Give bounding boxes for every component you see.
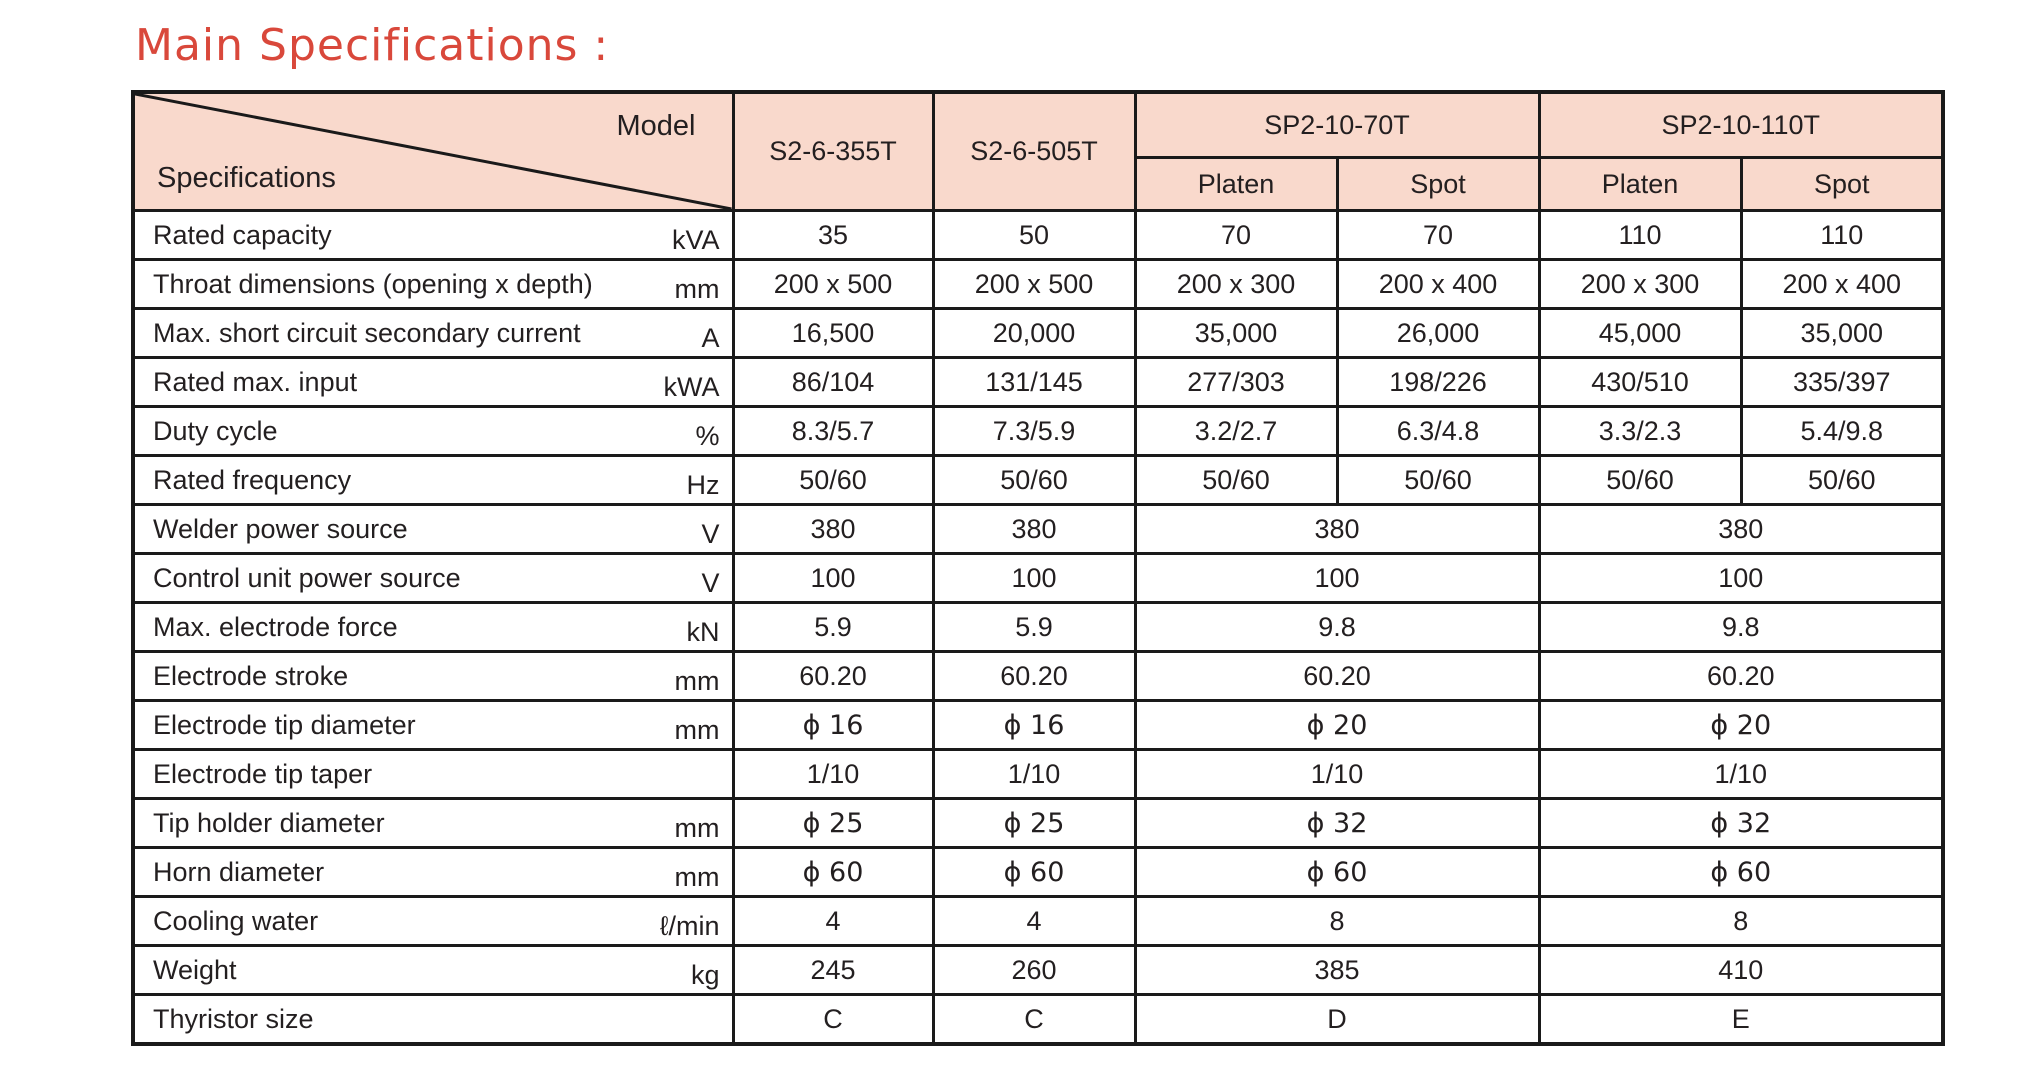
value-cell: 35,000 <box>1741 309 1943 358</box>
value-cell: 45,000 <box>1539 309 1741 358</box>
spec-name-cell <box>133 897 733 946</box>
value-cell: 380 <box>933 505 1135 554</box>
spec-name-cell <box>133 211 733 260</box>
value-cell: 380 <box>733 505 933 554</box>
spec-name: Electrode tip taper <box>153 758 373 789</box>
subheader-cell: Spot <box>1337 158 1539 211</box>
value-cell: 3.2/2.7 <box>1135 407 1337 456</box>
value-cell: 60.20 <box>733 652 933 701</box>
value-cell: 4 <box>933 897 1135 946</box>
specifications-table <box>131 90 1945 1046</box>
value-cell: 5.9 <box>733 603 933 652</box>
spec-name-cell <box>133 309 733 358</box>
value-cell: 100 <box>933 554 1135 603</box>
spec-name: Electrode tip diameter <box>153 709 416 740</box>
value-cell: 380 <box>1135 505 1539 554</box>
spec-name: Welder power source <box>153 513 408 544</box>
value-cell: 410 <box>1539 946 1943 995</box>
spec-unit: % <box>695 421 720 451</box>
spec-name: Cooling water <box>153 905 319 936</box>
value-cell: 50 <box>933 211 1135 260</box>
value-cell: 385 <box>1135 946 1539 995</box>
spec-unit: V <box>701 519 720 549</box>
value-cell: 50/60 <box>1741 456 1943 505</box>
table-row <box>133 505 1943 554</box>
spec-name-cell <box>133 407 733 456</box>
value-cell: 260 <box>933 946 1135 995</box>
value-cell: 1/10 <box>933 750 1135 799</box>
value-cell: ϕ 60 <box>733 848 933 897</box>
spec-name-cell <box>133 652 733 701</box>
value-cell: ϕ 60 <box>933 848 1135 897</box>
model-header: S2-6-505T <box>933 92 1135 211</box>
value-cell: 35 <box>733 211 933 260</box>
table-row <box>133 358 1943 407</box>
value-cell: 198/226 <box>1337 358 1539 407</box>
table-row <box>133 946 1943 995</box>
header-row <box>133 92 1943 158</box>
page-title: Main Specifications : <box>135 20 610 71</box>
table-row <box>133 652 1943 701</box>
spec-name: Rated max. input <box>153 366 358 397</box>
spec-name-cell <box>133 554 733 603</box>
spec-name-cell <box>133 603 733 652</box>
value-cell: 9.8 <box>1135 603 1539 652</box>
value-cell: 1/10 <box>1539 750 1943 799</box>
table-row <box>133 309 1943 358</box>
subheader-cell: Spot <box>1741 158 1943 211</box>
value-cell: 200 x 300 <box>1135 260 1337 309</box>
value-cell: 5.4/9.8 <box>1741 407 1943 456</box>
value-cell: 60.20 <box>933 652 1135 701</box>
spec-unit: kVA <box>671 225 720 255</box>
spec-name: Max. short circuit secondary current <box>153 317 581 348</box>
spec-name-cell <box>133 799 733 848</box>
value-cell: 70 <box>1337 211 1539 260</box>
value-cell: 430/510 <box>1539 358 1741 407</box>
value-cell: 380 <box>1539 505 1943 554</box>
value-cell: ϕ 25 <box>733 799 933 848</box>
value-cell: 200 x 500 <box>933 260 1135 309</box>
spec-name: Max. electrode force <box>153 611 398 642</box>
value-cell: 1/10 <box>733 750 933 799</box>
value-cell: ϕ 60 <box>1135 848 1539 897</box>
value-cell: 50/60 <box>1337 456 1539 505</box>
spec-name: Horn diameter <box>153 856 325 887</box>
table-row <box>133 897 1943 946</box>
spec-unit: mm <box>674 274 720 304</box>
spec-name-cell <box>133 848 733 897</box>
table-row <box>133 995 1943 1045</box>
table-row <box>133 701 1943 750</box>
spec-name: Thyristor size <box>153 1003 314 1034</box>
spec-name-cell <box>133 995 733 1045</box>
value-cell: 50/60 <box>1135 456 1337 505</box>
spec-name-cell <box>133 505 733 554</box>
value-cell: 4 <box>733 897 933 946</box>
header-corner-cell <box>133 92 733 211</box>
value-cell: ϕ 25 <box>933 799 1135 848</box>
spec-unit: mm <box>674 813 720 843</box>
spec-name: Control unit power source <box>153 562 461 593</box>
spec-unit: V <box>701 568 720 598</box>
table-row <box>133 456 1943 505</box>
value-cell: ϕ 20 <box>1539 701 1943 750</box>
spec-unit: mm <box>674 715 720 745</box>
specifications-header-label: Specifications <box>157 162 336 194</box>
value-cell: 200 x 400 <box>1741 260 1943 309</box>
value-cell: 50/60 <box>1539 456 1741 505</box>
spec-unit: ℓ/min <box>659 911 720 941</box>
spec-name-cell <box>133 750 733 799</box>
table-row <box>133 799 1943 848</box>
spec-unit: A <box>701 323 720 353</box>
value-cell: 245 <box>733 946 933 995</box>
spec-unit: kN <box>686 617 720 647</box>
spec-name: Rated frequency <box>153 464 352 495</box>
value-cell: 200 x 300 <box>1539 260 1741 309</box>
value-cell: 3.3/2.3 <box>1539 407 1741 456</box>
spec-name-cell <box>133 260 733 309</box>
value-cell: 100 <box>1539 554 1943 603</box>
value-cell: 6.3/4.8 <box>1337 407 1539 456</box>
value-cell: 1/10 <box>1135 750 1539 799</box>
spec-name-cell <box>133 456 733 505</box>
value-cell: 60.20 <box>1135 652 1539 701</box>
spec-unit: mm <box>674 666 720 696</box>
value-cell: 100 <box>733 554 933 603</box>
spec-name-cell <box>133 701 733 750</box>
value-cell: 70 <box>1135 211 1337 260</box>
spec-unit: kWA <box>663 372 720 402</box>
spec-unit: mm <box>674 862 720 892</box>
table-row <box>133 848 1943 897</box>
value-cell: D <box>1135 995 1539 1045</box>
model-header: SP2-10-70T <box>1135 92 1539 158</box>
spec-name-cell <box>133 946 733 995</box>
value-cell: 200 x 500 <box>733 260 933 309</box>
table-row <box>133 750 1943 799</box>
value-cell: 35,000 <box>1135 309 1337 358</box>
value-cell: ϕ 32 <box>1539 799 1943 848</box>
table-row <box>133 407 1943 456</box>
value-cell: 60.20 <box>1539 652 1943 701</box>
value-cell: 20,000 <box>933 309 1135 358</box>
table-row <box>133 554 1943 603</box>
spec-name: Rated capacity <box>153 219 332 250</box>
value-cell: 100 <box>1135 554 1539 603</box>
spec-name: Duty cycle <box>153 415 278 446</box>
spec-name: Electrode stroke <box>153 660 349 691</box>
spec-name: Weight <box>153 954 237 985</box>
model-header-label: Model <box>616 110 696 142</box>
subheader-cell: Platen <box>1135 158 1337 211</box>
value-cell: ϕ 16 <box>733 701 933 750</box>
value-cell: 8 <box>1539 897 1943 946</box>
spec-name: Tip holder diameter <box>153 807 385 838</box>
value-cell: E <box>1539 995 1943 1045</box>
spec-unit: kg <box>690 960 720 990</box>
table-row <box>133 260 1943 309</box>
value-cell: 5.9 <box>933 603 1135 652</box>
value-cell: 200 x 400 <box>1337 260 1539 309</box>
value-cell: 277/303 <box>1135 358 1337 407</box>
table-row <box>133 211 1943 260</box>
value-cell: 16,500 <box>733 309 933 358</box>
value-cell: 50/60 <box>933 456 1135 505</box>
value-cell: 9.8 <box>1539 603 1943 652</box>
value-cell: C <box>733 995 933 1045</box>
table-row <box>133 603 1943 652</box>
value-cell: ϕ 20 <box>1135 701 1539 750</box>
value-cell: 110 <box>1741 211 1943 260</box>
value-cell: 7.3/5.9 <box>933 407 1135 456</box>
value-cell: C <box>933 995 1135 1045</box>
spec-name-cell <box>133 358 733 407</box>
value-cell: 8.3/5.7 <box>733 407 933 456</box>
value-cell: 86/104 <box>733 358 933 407</box>
value-cell: ϕ 32 <box>1135 799 1539 848</box>
value-cell: 50/60 <box>733 456 933 505</box>
spec-unit: Hz <box>686 470 720 500</box>
value-cell: ϕ 60 <box>1539 848 1943 897</box>
value-cell: ϕ 16 <box>933 701 1135 750</box>
subheader-cell: Platen <box>1539 158 1741 211</box>
value-cell: 110 <box>1539 211 1741 260</box>
spec-name: Throat dimensions (opening x depth) <box>153 268 593 299</box>
value-cell: 26,000 <box>1337 309 1539 358</box>
value-cell: 335/397 <box>1741 358 1943 407</box>
value-cell: 8 <box>1135 897 1539 946</box>
value-cell: 131/145 <box>933 358 1135 407</box>
model-header: S2-6-355T <box>733 92 933 211</box>
model-header: SP2-10-110T <box>1539 92 1943 158</box>
